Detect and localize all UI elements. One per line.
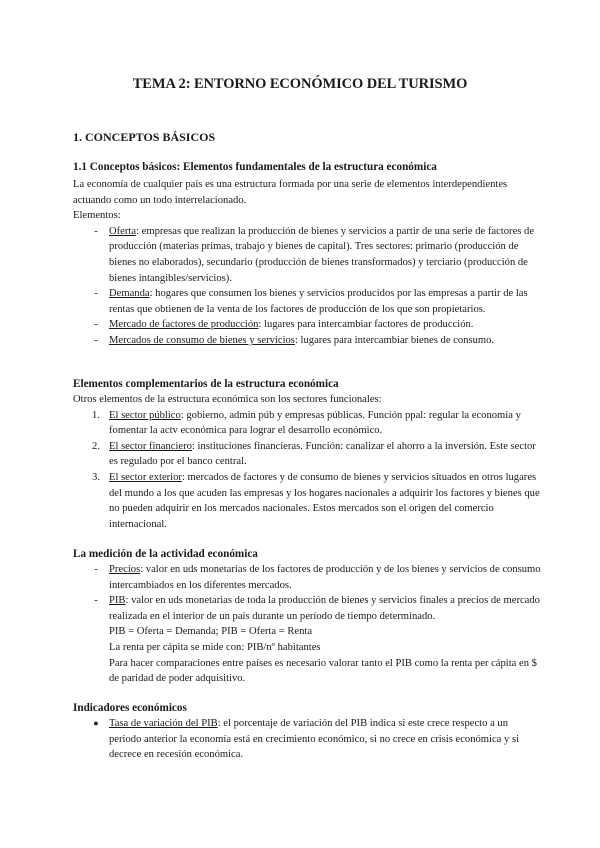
definition: : lugares para intercambiar bienes de consumo. (294, 334, 495, 346)
list-item (73, 439, 543, 470)
section-heading-conceptos: 1. CONCEPTOS BÁSICOS (73, 130, 216, 144)
definition: : valor en uds monetarias de los factores de producción y de los bienes y servicios de consumo intercambiados en los diferentes mercados. (109, 564, 541, 591)
intro-paragraph: La economía de cualquier país es una estructura formada por una serie de elementos interdependientes actuando como un todo interrelacionado. (73, 179, 508, 206)
list-item (73, 470, 543, 532)
list-item (73, 408, 543, 439)
dash-marker: - (94, 225, 98, 237)
definition: : valor en uds monetarias de toda la producción de bienes y servicios finales a precios de mercado realizada en el interior de un país durante un período de tiempo determinado. (109, 595, 540, 622)
term: Oferta (109, 225, 137, 237)
elements-label: Elementos: (73, 210, 121, 222)
definition: : empresas que realizan la producción de bienes y servicios a partir de una serie de factores de producción (materias primas, trabajo y bienes de capital). Tres sectores: primario (producción de bienes no elaborados), secundario (producción de bienes transformados) y terciario (producción de bienes intangibles/servicios). (109, 225, 535, 284)
subsection-heading-medicion: La medición de la actividad económica (73, 548, 258, 560)
list-item (73, 317, 543, 333)
list-item (73, 333, 543, 349)
indicadores-list (73, 716, 543, 763)
subsection-heading-indicadores: Indicadores económicos (73, 702, 187, 714)
elements-list (73, 224, 543, 349)
subsection-heading-complementarios: Elementos complementarios de la estructura económica (73, 378, 339, 390)
term: El sector exterior (109, 471, 182, 483)
definition: : el porcentaje de variación del PIB indica si este crece respecto a un periodo anterior la economía está en crecimiento económico, si no crece en crisis económica y si decrece en recesión económica. (109, 718, 520, 761)
number-marker: 1. (92, 409, 100, 421)
term: Mercado de factores de producción (109, 319, 259, 331)
definition: : hogares que consumen los bienes y servicios producidos por las empresas a partir de las rentas que obtienen de la venta de los factores de producción de los que son propietarios. (109, 288, 528, 315)
term: Demanda (109, 288, 150, 300)
list-item (73, 286, 543, 317)
list-item (73, 716, 543, 763)
dash-marker: - (94, 595, 98, 607)
list-item (73, 224, 543, 286)
intro-paragraph: Otros elementos de la estructura económica son los sectores funcionales: (73, 394, 382, 405)
complementarios-block (73, 392, 543, 532)
document-title: TEMA 2: ENTORNO ECONÓMICO DEL TURISMO (132, 76, 468, 92)
term: El sector público (109, 409, 181, 421)
definition: : instituciones financieras. Función: canalizar el ahorro a la inversión. Este sector es regulado por el banco central. (109, 440, 536, 468)
term: Mercados de consumo de bienes y servicios (109, 334, 295, 346)
pib-formula: PIB = Oferta = Demanda; PIB = Oferta = Renta (109, 626, 313, 638)
subsection-heading-elementos: 1.1 Conceptos básicos: Elementos fundamentales de la estructura económica (73, 161, 437, 173)
dash-marker: - (94, 564, 98, 575)
definition: : lugares para intercambiar factores de producción. (258, 319, 474, 331)
elementos-block (73, 177, 543, 349)
bullet-marker: ● (93, 718, 99, 728)
medicion-block (73, 562, 543, 687)
term: El sector financiero (109, 440, 192, 452)
definition: : mercados de factores y de consumo de bienes y servicios situados en otros lugares del mundo a los que acuden las empresas y los hogares nacionales a adquirir los factores y bienes que no pueden adquirir en los mercados nacionales. Estos mercados son el origen del comercio internacional. (109, 471, 540, 530)
term: Tasa de variación del PIB (109, 718, 218, 729)
number-marker: 2. (92, 440, 100, 452)
indicadores-block (73, 716, 543, 763)
list-item (73, 562, 543, 593)
definition: : gobierno, admin púb y empresas públicas. Función ppal: regular la economía y fomentar la actv económica para lograr el desarrollo económico. (109, 409, 521, 437)
dash-marker: - (94, 288, 98, 300)
number-marker: 3. (92, 471, 100, 483)
term: PIB (109, 595, 126, 607)
term: Precios (109, 564, 141, 575)
paridad-note: Para hacer comparaciones entre países es necesario valorar tanto el PIB como la renta per cápita en $ de paridad de poder adquisitivo. (109, 657, 537, 685)
dash-marker: - (94, 334, 98, 346)
list-item (73, 593, 543, 687)
medicion-list (73, 562, 543, 687)
renta-per-capita: La renta per cápita se mide con: PIB/nº habitantes (109, 641, 321, 653)
dash-marker: - (94, 319, 98, 331)
sectors-list (73, 408, 543, 533)
